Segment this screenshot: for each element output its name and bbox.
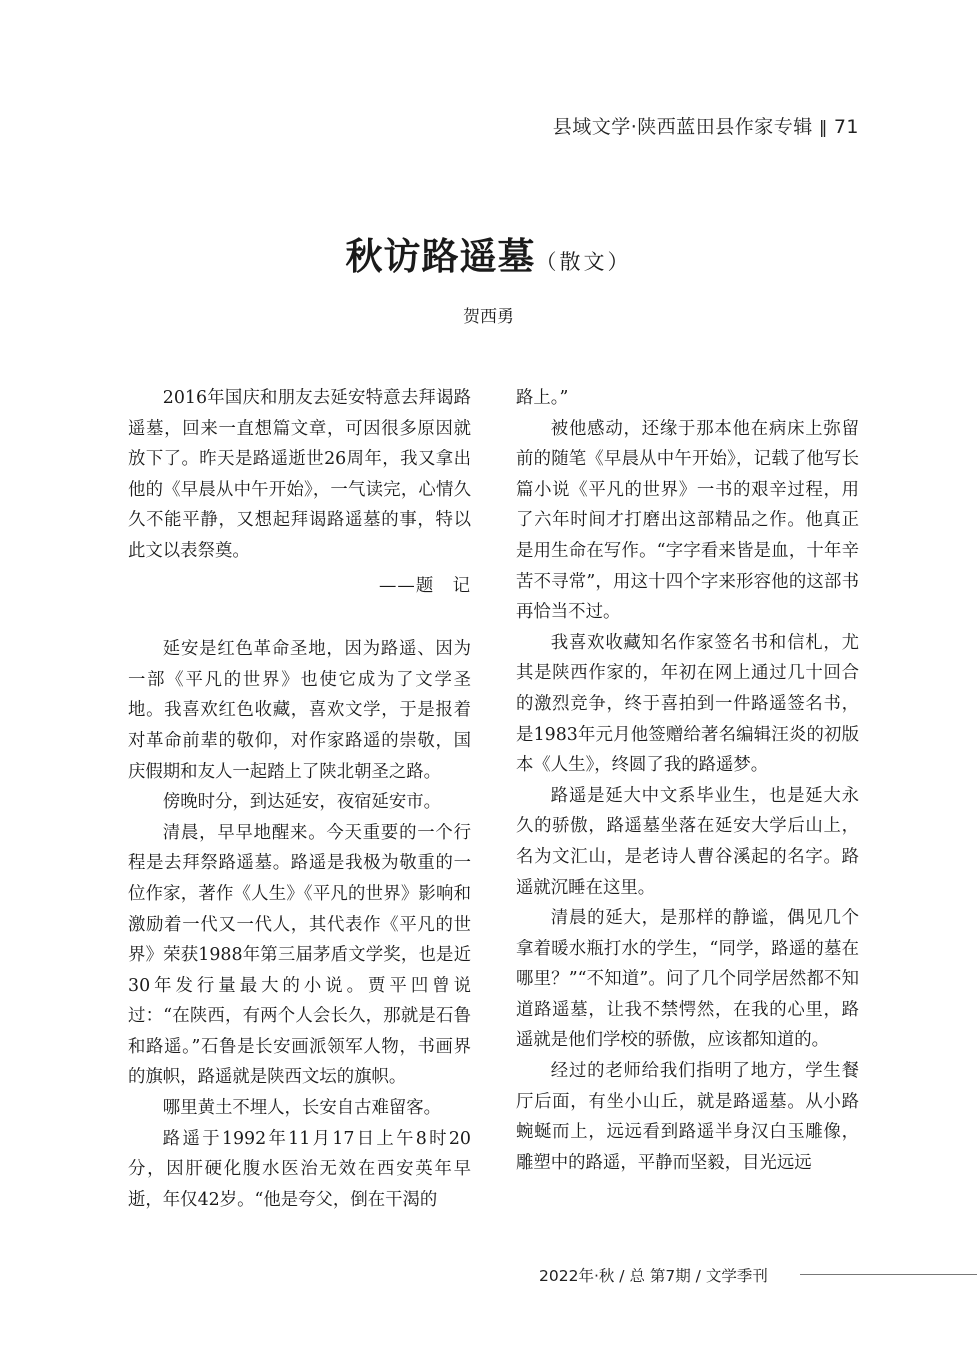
continued-text: 路上。” [516, 388, 569, 408]
body-paragraph: 傍晚时分，到达延安，夜宿延安市。 [162, 792, 442, 813]
article-title: 秋访路遥墓 [345, 234, 536, 278]
title-block [0, 226, 977, 280]
body-paragraph: 路遥是延大中文系毕业生，也是延大永久的骄傲，路遥墓坐落在延安大学后山上，名为文汇山，是老诗人曹谷溪起的名字。路遥就沉睡在这里。 [516, 785, 859, 898]
header-separator: ‖ [818, 118, 828, 138]
left-column [128, 383, 471, 1215]
body-paragraph: 延安是红色革命圣地，因为路遥、因为一部《平凡的世界》也使它成为了文学圣地。我喜欢红色收藏，喜欢文学，于是报着对革命前辈的敬仰，对作家路遥的崇敬，国庆假期和友人一起踏上了陕北朝圣之路。 [128, 639, 471, 782]
column-name: 县域文学·陕西蓝田县作家专辑 [552, 116, 813, 138]
preface-text: 2016年国庆和朋友去延安特意去拜谒路遥墓，回来一直想篇文章，可因很多原因就放下了。昨天是路遥逝世26周年，我又拿出他的《早晨从中午开始》，一气读完，心情久久不能平静，又想起拜谒路遥墓的事，特以此文以表祭奠。 [128, 388, 471, 561]
body-paragraph: 路遥于1992年11月17日上午8时20分，因肝硬化腹水医治无效在西安英年早逝，年仅42岁。“他是夸父，倒在干渴的 [128, 1128, 471, 1210]
article-genre: （散文） [535, 250, 632, 274]
running-header [553, 112, 859, 139]
body-paragraph: 清晨的延大，是那样的静谧，偶见几个拿着暖水瓶打水的学生，“同学，路遥的墓在哪里？”“不知道”。问了几个同学居然都不知道路遥墓，让我不禁愕然，在我的心里，路遥就是他们学校的骄傲，应该都知道的。 [516, 908, 859, 1051]
page-number: 71 [833, 116, 859, 138]
body-paragraph: 清晨，早早地醒来。今天重要的一个行程是去拜祭路遥墓。路遥是我极为敬重的一位作家，著作《人生》《平凡的世界》影响和激励着一代又一代人，其代表作《平凡的世界》荣获1988年第三届茅盾文学奖，也是近30年发行量最大的小说。贾平凹曾说过：“在陕西，有两个人会长久，那就是石鲁和路遥。”石鲁是长安画派领军人物，书画界的旗帜，路遥就是陕西文坛的旗帜。 [128, 822, 471, 1088]
footer-rule [800, 1274, 977, 1275]
body-paragraph: 经过的老师给我们指明了地方，学生餐厅后面，有坐小山丘，就是路遥墓。从小路蜿蜒而上，远远看到路遥半身汉白玉雕像，雕塑中的路遥，平静而坚毅，目光远远 [516, 1061, 859, 1173]
right-column [516, 383, 859, 1178]
article-author: 贺西勇 [463, 307, 514, 327]
issue-footer: 2022年·秋 / 总 第7期 / 文学季刊 [539, 1267, 768, 1285]
body-paragraph: 哪里黄土不埋人，长安自古难留客。 [162, 1098, 442, 1119]
body-paragraph: 我喜欢收藏知名作家签名书和信札，尤其是陕西作家的，年初在网上通过几十回合的激烈竞争，终于喜拍到一件路遥签名书，是1983年元月他签赠给著名编辑汪炎的初版本《人生》，终圆了我的路遥梦。 [516, 632, 859, 776]
preface-signature: ——题 记 [379, 575, 471, 596]
body-paragraph: 被他感动，还缘于那本他在病床上弥留前的随笔《早晨从中午开始》，记载了他写长篇小说《平凡的世界》一书的艰辛过程，用了六年时间才打磨出这部精品之作。他真正是用生命在写作。“字字看来皆是血，十年辛苦不寻常”，用这十四个字来形容他的这部书再恰当不过。 [516, 418, 859, 623]
